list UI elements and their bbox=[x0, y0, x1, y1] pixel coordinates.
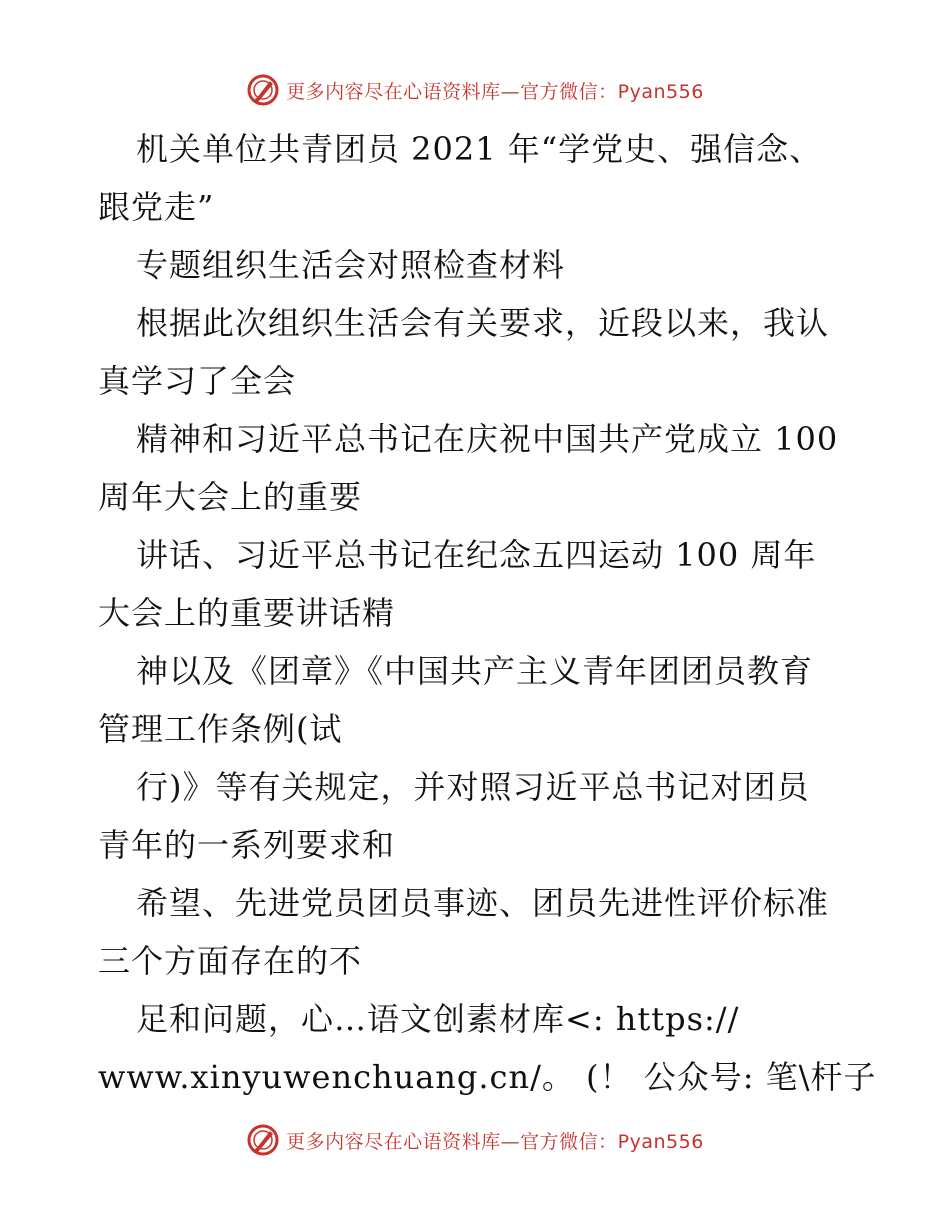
footer-banner-main: 更多内容尽在心语资料库 bbox=[286, 1130, 501, 1153]
header-watermark-banner bbox=[0, 70, 950, 110]
doc-line-17: www.xinyuwenchuang.cn/。 (！ 公众号: 笔\杆子 bbox=[98, 1058, 877, 1096]
doc-line-4: 根据此次组织生活会有关要求，近段以来，我认 bbox=[136, 304, 830, 342]
doc-line-6: 精神和习近平总书记在庆祝中国共产党成立 100 bbox=[136, 420, 839, 458]
doc-line-16: 足和问题，心…语文创素材库<: https:// bbox=[136, 1000, 740, 1038]
header-banner-main: 更多内容尽在心语资料库 bbox=[286, 80, 501, 103]
header-banner-wechat: 官方微信：Pyan556 bbox=[520, 80, 704, 103]
header-banner-text bbox=[286, 77, 704, 104]
document-body bbox=[98, 120, 877, 1106]
doc-line-1: 机关单位共青团员 2021 年“学党史、强信念、 bbox=[136, 130, 823, 168]
doc-line-11: 管理工作条例(试 bbox=[98, 710, 343, 748]
doc-line-10: 神以及《团章》《中国共产主义青年团团员教育 bbox=[136, 652, 814, 690]
doc-line-14: 希望、先进党员团员事迹、团员先进性评价标准 bbox=[136, 884, 830, 922]
footer-banner-dash: — bbox=[500, 1130, 521, 1153]
header-banner-dash: — bbox=[500, 80, 521, 103]
doc-line-3: 专题组织生活会对照检查材料 bbox=[136, 246, 566, 284]
footer-banner-text bbox=[286, 1127, 704, 1154]
footer-banner-wechat: 官方微信：Pyan556 bbox=[520, 1130, 704, 1153]
doc-line-15: 三个方面存在的不 bbox=[98, 942, 363, 980]
doc-line-13: 青年的一系列要求和 bbox=[98, 826, 396, 864]
quill-logo-icon bbox=[246, 73, 280, 107]
doc-line-5: 真学习了全会 bbox=[98, 362, 297, 400]
footer-watermark-banner bbox=[0, 1120, 950, 1160]
doc-line-9: 大会上的重要讲话精 bbox=[98, 594, 396, 632]
doc-line-2: 跟党走” bbox=[98, 188, 215, 226]
doc-line-8: 讲话、习近平总书记在纪念五四运动 100 周年 bbox=[136, 536, 817, 574]
quill-logo-icon bbox=[246, 1123, 280, 1157]
doc-line-7: 周年大会上的重要 bbox=[98, 478, 363, 516]
doc-line-12: 行)》等有关规定，并对照习近平总书记对团员 bbox=[136, 768, 810, 806]
